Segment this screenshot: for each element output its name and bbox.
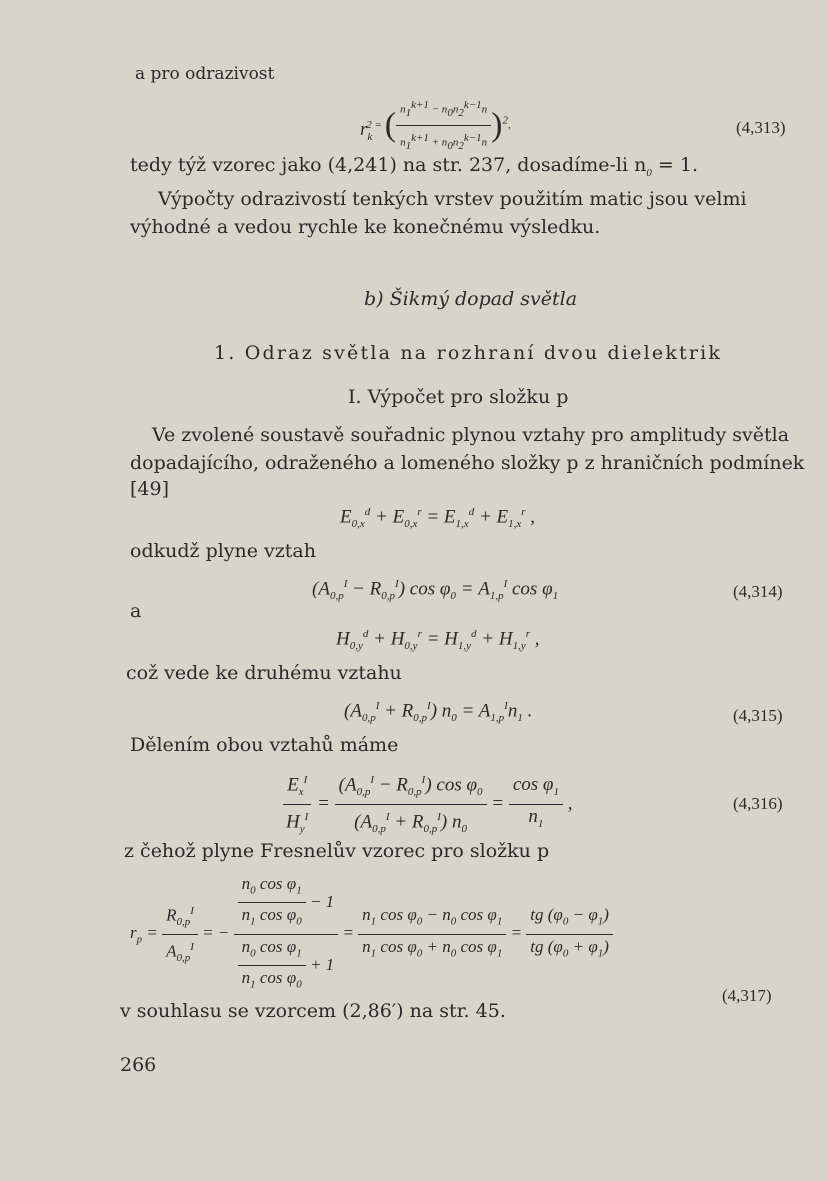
equation-4316: $\frac{E_x^I}{H_y^I}$ = $\frac{(A_{0,p}^I - R_{0,p}^I) \cos \varphi_0}{(A_{0,p}^I + R_{0,p}^I) n_0}$ = $\frac{\cos \varphi_1}{n_1}$ , (282, 768, 572, 841)
text-odkud: odkudž plyne vztah (130, 540, 317, 562)
section-1-heading: 1. Odraz světla na rozhraní dvou dielektrik (214, 342, 723, 364)
text-delenim: Dělením obou vztahů máme (130, 734, 399, 756)
para1-line2: výhodné a vedou rychle ke konečnému výsledku. (130, 216, 601, 238)
text-a: a (130, 600, 142, 622)
text-souhlas: v souhlasu se vzorcem (2,86′) na str. 45. (120, 1000, 506, 1022)
equation-boundary-h: $H_{0,y}^d + H_{0,y}^r = H_{1,y}^d + H_{1,y}^r$ , (336, 628, 540, 653)
page-number: 266 (120, 1054, 157, 1076)
intro-text: a pro odrazivost (135, 64, 275, 84)
equation-4313: $r_k^{2 = ( \frac{n_1^{k+1} - n_0n_2^{k-1}n}{n_1^{k+1} + n_0n_2^{k-1}n} )^2,}$ (360, 93, 511, 158)
equation-number-4316: (4,316) (733, 794, 783, 813)
sentence-1: tedy týž vzorec jako (4,241) na str. 237, dosadíme-li $n_0 = 1$. (130, 154, 698, 179)
section-b-heading: b) Šikmý dopad světla (364, 288, 578, 310)
equation-boundary-e: $E_{0,x}^d + E_{0,x}^r = E_{1,x}^d + E_{1,x}^r$ , (340, 506, 536, 531)
equation-4315: $(A_{0,p}^I + R_{0,p}^I) n_0 = A_{1,p}^In_1$ . (344, 700, 533, 725)
equation-number-4317: (4,317) (722, 986, 772, 1005)
para2-line3: [49] (130, 478, 170, 500)
equation-number-4315: (4,315) (733, 706, 783, 725)
equation-number-4314: (4,314) (733, 582, 783, 601)
equation-4317: $r_p$ = $\frac{R_{0,p}^I}{A_{0,p}^I}$ = − $\frac{n_0 \cos \varphi_1}{n_1 \cos \varphi_0}$ − 1 $\frac{n_0 \cos \varphi_1}{n_1 \cos \varphi_0}$ + 1 = $\frac{n_1 \cos \varphi_0 - n_0 \cos \varphi_1}{n_1 \cos \varphi_0 + n_0 \cos \varphi_1}$ = $\frac{tg (\varphi_0 - \varphi_1)}{tg (\varphi_0 + \varphi_1)}$ (130, 872, 613, 997)
sentence-1-text: tedy týž vzorec jako (4,241) na str. 237, dosadíme-li n (130, 154, 647, 176)
para1-line1: Výpočty odrazivostí tenkých vrstev použitím matic jsou velmi (158, 188, 747, 210)
para2-line1: Ve zvolené soustavě souřadnic plynou vztahy pro amplitudy světla (152, 424, 790, 446)
para2-line2: dopadajícího, odraženého a lomeného složky p z hraničních podmínek (130, 452, 805, 474)
sentence-1-end: = 1. (657, 154, 698, 176)
section-I-heading: I. Výpočet pro složku p (348, 386, 569, 408)
equation-4314: $(A_{0,p}^I - R_{0,p}^I)$ $\cos \varphi_0 = A_{1,p}^I$ $\cos \varphi_1$ (312, 578, 559, 603)
equation-number-4313: (4,313) (736, 118, 786, 137)
text-cozvede: což vede ke druhému vztahu (126, 662, 402, 684)
text-zceho: z čehož plyne Fresnelův vzorec pro složku p (124, 840, 550, 862)
